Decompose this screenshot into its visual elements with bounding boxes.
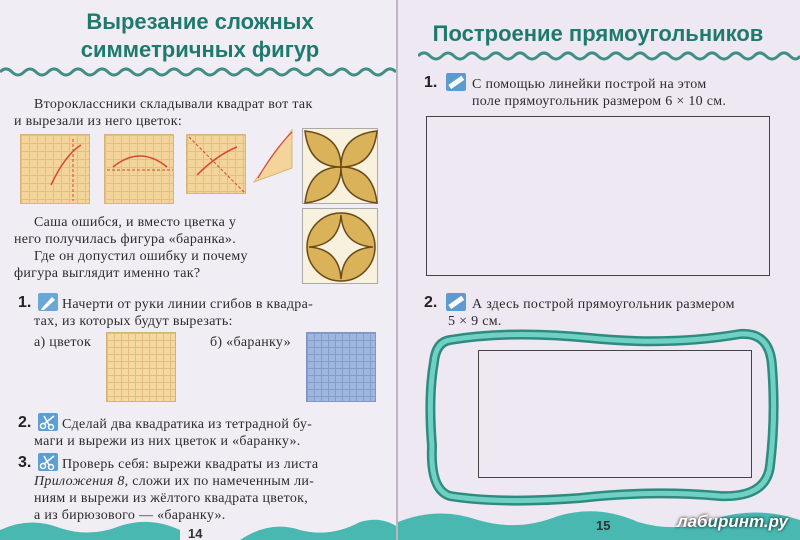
left-page [0, 0, 396, 540]
ruler-icon [446, 293, 466, 311]
drawing-field-2[interactable] [478, 350, 752, 478]
sasha-line1: Саша ошибся, и вместо цветка у [34, 215, 237, 230]
scissors-icon [38, 413, 58, 431]
fold-step-1 [20, 134, 90, 204]
left-task3-line4: а из бирюзового — «баранку». [34, 508, 226, 523]
right-task1-line1: С помощью линейки построй на этом [472, 77, 707, 92]
scissors-icon [38, 453, 58, 471]
yellow-grid-square[interactable] [106, 332, 176, 402]
left-page-number: 14 [188, 526, 203, 540]
right-task1-number: 1. [424, 74, 438, 91]
pencil-icon [38, 293, 58, 311]
ruler-icon [446, 73, 466, 91]
left-task3-line2-rest: сложи их по намеченным ли- [128, 474, 315, 489]
right-title: Построение прямоугольников [432, 21, 764, 46]
left-task2-line1: Сделай два квадратика из тетрадной бу- [62, 417, 313, 432]
label-flower: а) цветок [34, 335, 92, 350]
left-task3-line1: Проверь себя: вырежи квадраты из листа [62, 457, 319, 472]
appendix-reference: Приложения 8, [34, 474, 129, 489]
right-wave-divider [418, 50, 800, 62]
left-title-line1: Вырезание сложных [86, 9, 314, 34]
fold-step-4 [246, 128, 294, 186]
left-title-line2: симметричных фигур [80, 37, 320, 62]
left-task3-line2 [34, 473, 314, 490]
fold-step-3 [186, 134, 246, 194]
left-task2-line2: маги и вырежи из них цветок и «баранку». [34, 434, 301, 449]
intro-line1: Второклассники складывали квадрат вот так [34, 97, 313, 112]
right-task2-line2: 5 × 9 см. [448, 314, 502, 329]
watermark: лабиринт.ру [677, 512, 788, 531]
left-title [60, 8, 340, 64]
blue-grid-square[interactable] [306, 332, 376, 402]
flower-result [302, 128, 378, 204]
drawing-field-1[interactable] [426, 116, 770, 276]
label-baranka: б) «баранку» [210, 335, 291, 350]
right-task1-line2: поле прямоугольник размером 6 × 10 см. [472, 94, 727, 109]
fold-step-2 [104, 134, 174, 204]
right-page-number: 15 [596, 518, 611, 533]
intro-line2: и вырезали из него цветок: [14, 114, 183, 129]
left-task1-line2: тах, из которых будут вырезать: [34, 314, 233, 329]
left-task1-number: 1. [18, 294, 32, 311]
sasha-line4: фигура выглядит именно так? [14, 266, 201, 281]
left-task1-line1: Начерти от руки линии сгибов в квадра- [62, 297, 314, 312]
left-task2-number: 2. [18, 414, 32, 431]
sasha-line2: него получилась фигура «баранка». [14, 232, 236, 247]
left-task3-line3: ниям и вырежи из жёлтого квадрата цветок, [34, 491, 309, 506]
left-wave-divider [0, 66, 396, 78]
left-task3-number: 3. [18, 454, 32, 471]
sasha-line3: Где он допустил ошибку и почему [34, 249, 248, 264]
baranka-result [302, 208, 378, 284]
right-task2-line1: А здесь построй прямоугольник размером [472, 297, 735, 312]
right-task2-number: 2. [424, 294, 438, 311]
